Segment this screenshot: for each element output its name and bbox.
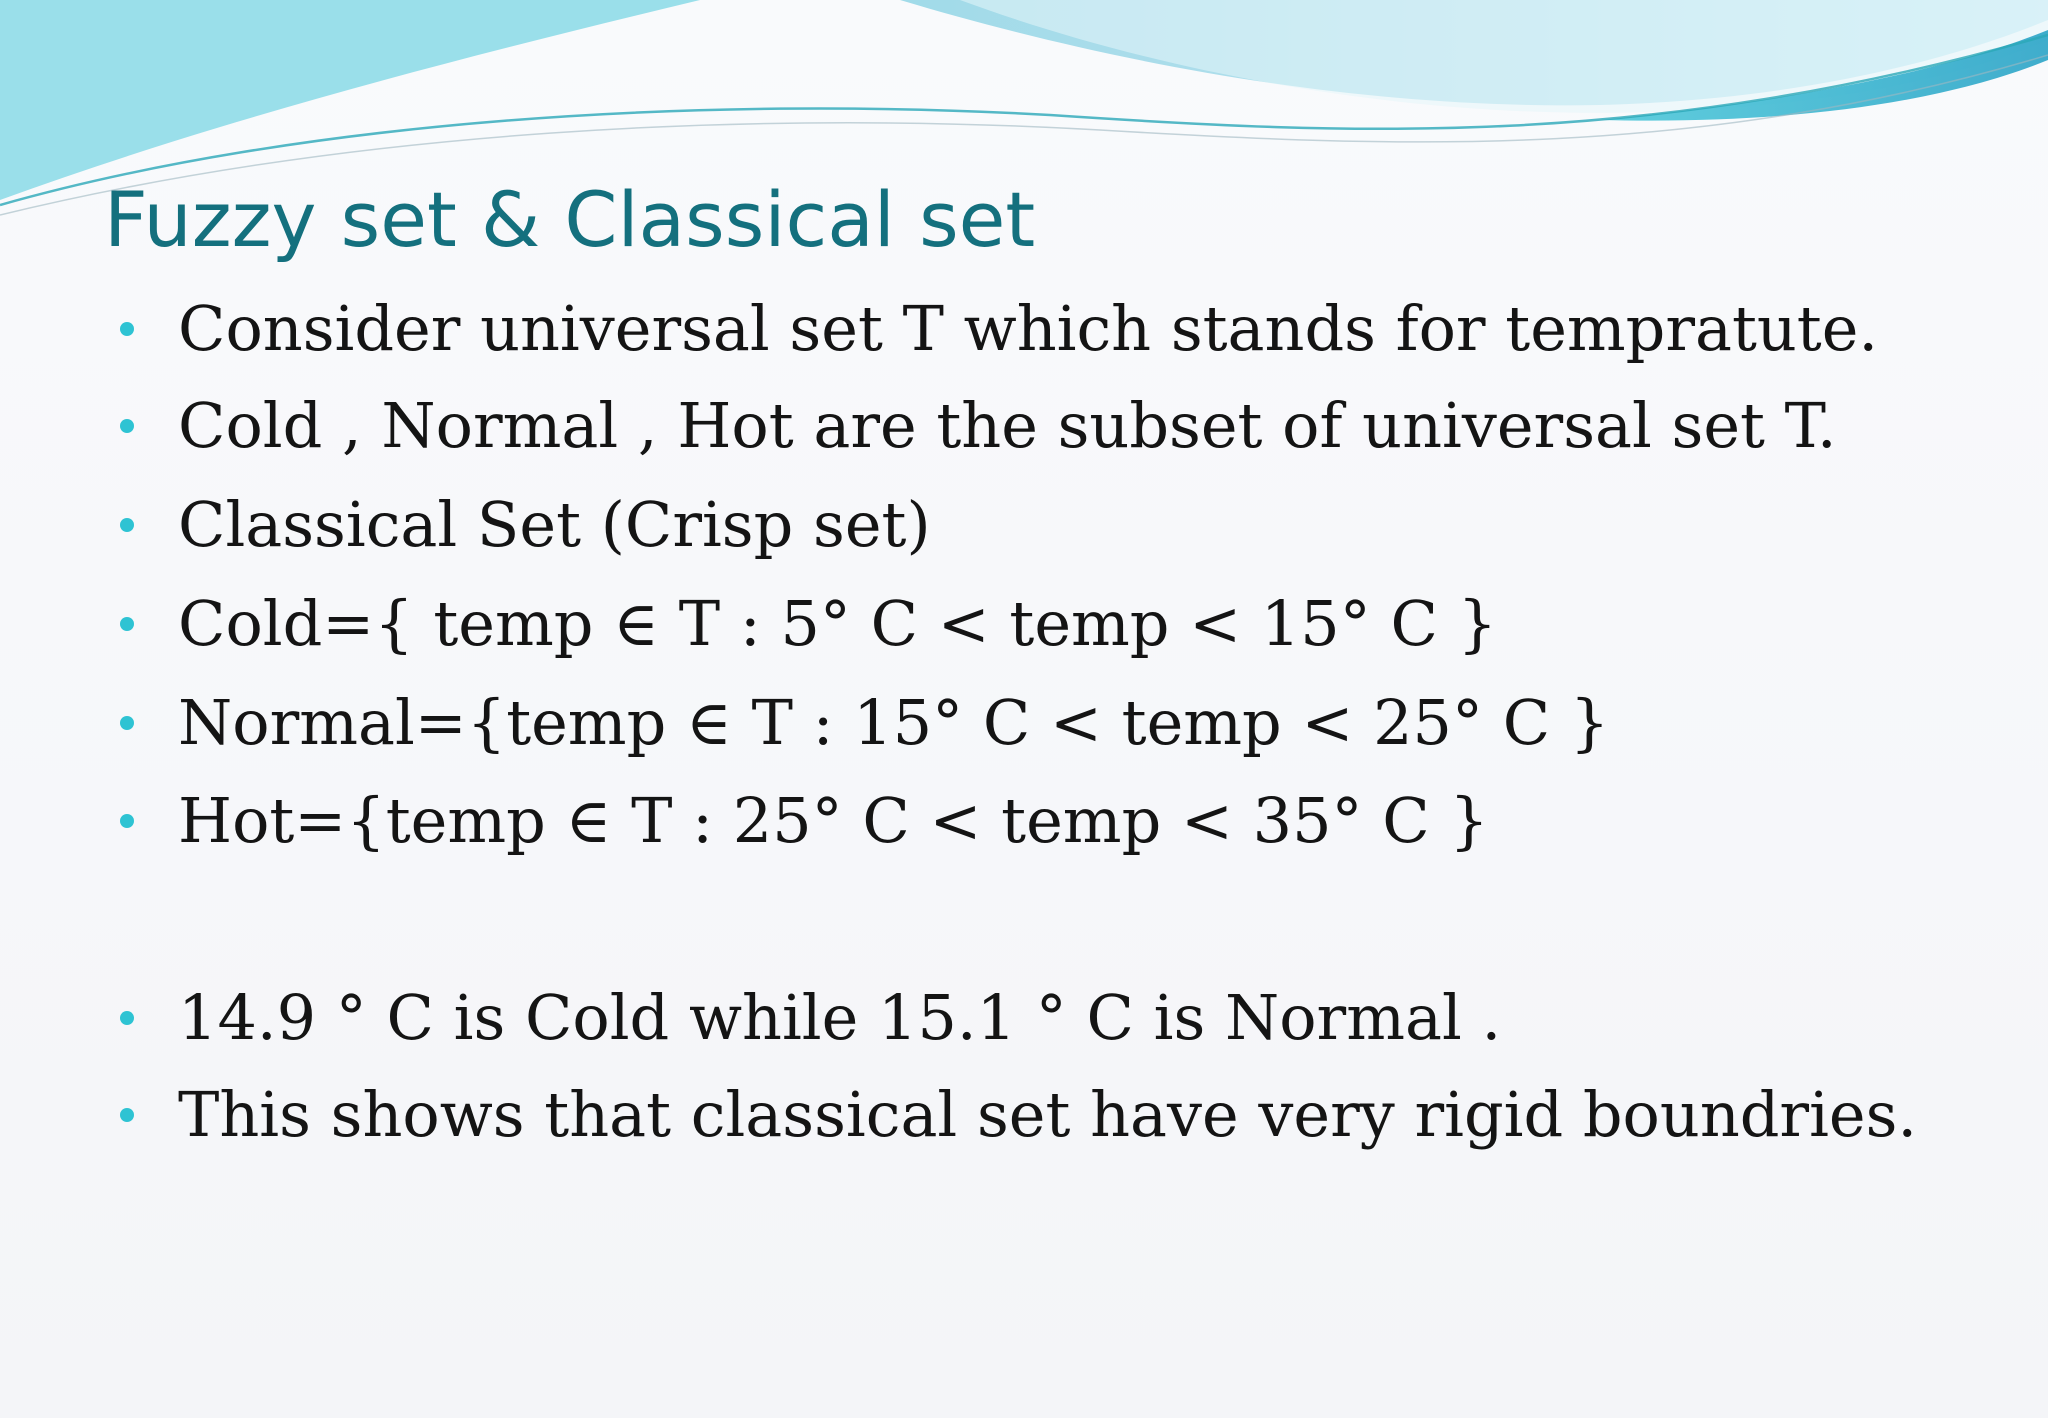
- bullet-text: 14.9 ° C is Cold while 15.1 ° C is Normal .: [178, 981, 1502, 1054]
- bullet-dot-icon: [120, 814, 134, 828]
- bullet-text: Consider universal set T which stands for tempratute.: [178, 292, 1879, 365]
- bullet-item: [120, 584, 1497, 664]
- bullet-dot-icon: [120, 322, 134, 336]
- bullet-text: Normal={temp ∈ T : 15° C < temp < 25° C }: [178, 686, 1610, 759]
- bullet-dot-icon: [120, 1011, 134, 1025]
- bullet-dot-icon: [120, 617, 134, 631]
- bullet-item: [120, 386, 1837, 466]
- bullet-text: Cold={ temp ∈ T : 5° C < temp < 15° C }: [178, 587, 1498, 660]
- bullet-dot-icon: [120, 1108, 134, 1122]
- bullet-text: Cold , Normal , Hot are the subset of universal set T.: [178, 389, 1837, 462]
- bullet-item: [120, 683, 1609, 763]
- bullet-item: [120, 289, 1878, 369]
- bullet-dot-icon: [120, 518, 134, 532]
- bullet-text: Hot={temp ∈ T : 25° C < temp < 35° C }: [178, 784, 1489, 857]
- bullet-dot-icon: [120, 419, 134, 433]
- slide-title: Fuzzy set & Classical set: [104, 175, 1036, 264]
- bullet-item: [120, 781, 1489, 861]
- bullet-item: [120, 1075, 1917, 1155]
- bullet-dot-icon: [120, 716, 134, 730]
- bullet-item: [120, 978, 1501, 1058]
- bullet-text: This shows that classical set have very rigid boundries.: [178, 1078, 1918, 1151]
- bullet-text: Classical Set (Crisp set): [178, 488, 931, 561]
- bullet-item: [120, 485, 931, 565]
